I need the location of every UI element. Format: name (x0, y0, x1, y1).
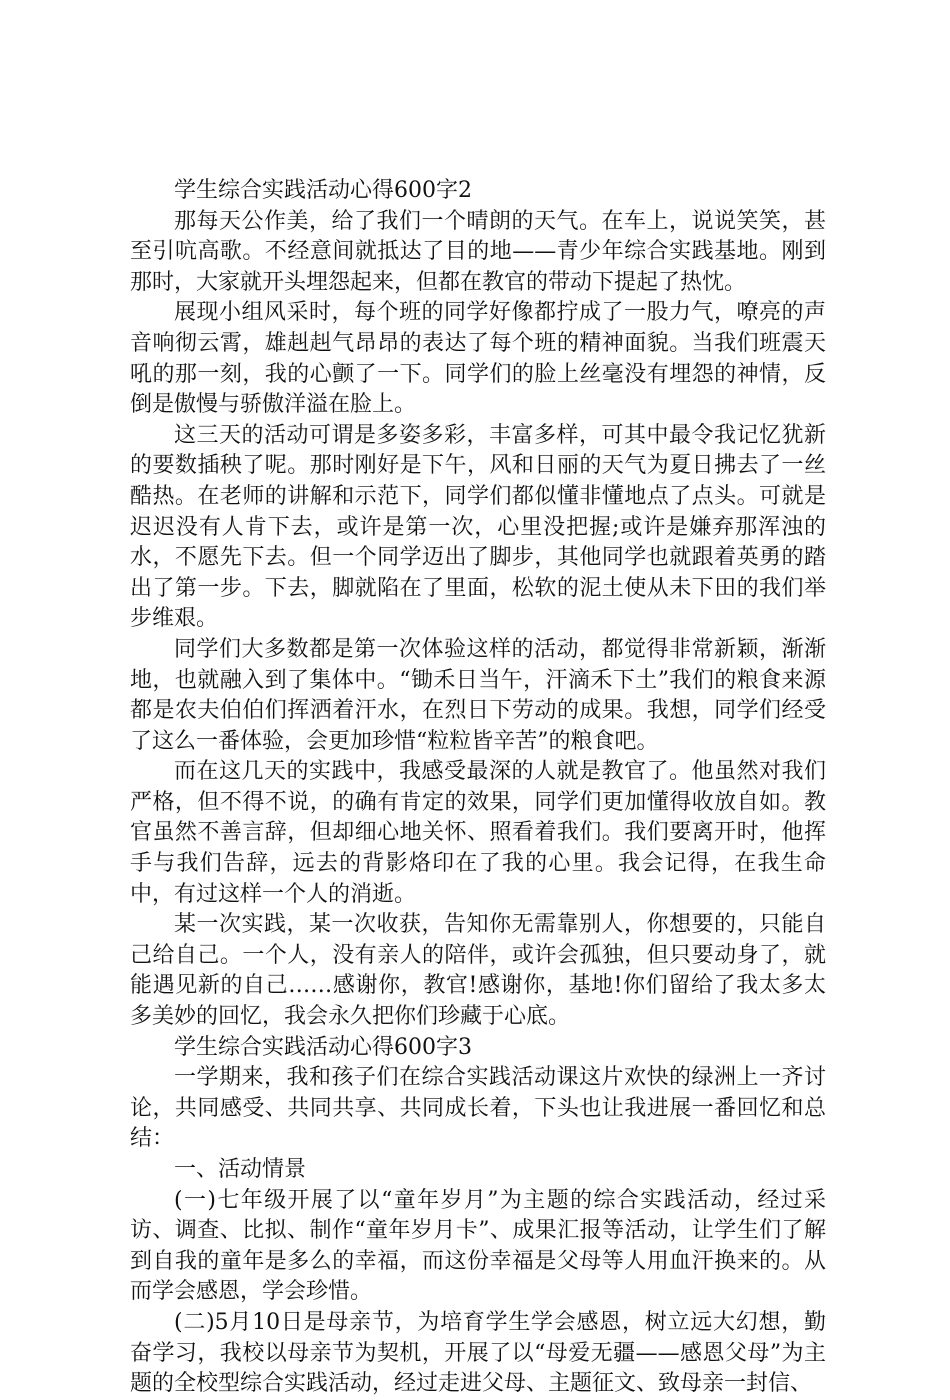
paragraph: 展现小组风采时，每个班的同学好像都拧成了一股力气，嘹亮的声音响彻云霄，雄赳赳气昂昂的表达了每个班的精神面貌。当我们班震天吼的那一刻，我的心颤了一下。同学们的脸上丝毫没有埋怨的神情，反倒是傲慢与骄傲洋溢在脸上。 (130, 300, 826, 418)
paragraph: 那每天公作美，给了我们一个晴朗的天气。在车上，说说笑笑，甚至引吭高歌。不经意间就抵达了目的地——青少年综合实践基地。刚到那时，大家就开头埋怨起来，但都在教官的带动下提起了热忱。 (130, 208, 826, 295)
paragraph: 而在这几天的实践中，我感受最深的人就是教官了。他虽然对我们严格，但不得不说，的确有肯定的效果，同学们更加懂得收放自如。教官虽然不善言辞，但却细心地关怀、照看着我们。我们要离开时，他挥手与我们告辞，远去的背影烙印在了我的心里。我会记得，在我生命中，有过这样一个人的消逝。 (130, 759, 826, 907)
section-heading-3: 学生综合实践活动心得600字3 (174, 1034, 472, 1060)
paragraph: 某一次实践，某一次收获，告知你无需靠别人，你想要的，只能自己给自己。一个人，没有亲人的陪伴，或许会孤独，但只要动身了，就能遇见新的自己……感谢你，教官!感谢你，基地!你们留给了我太多太多美妙的回忆，我会永久把你们珍藏于心底。 (130, 912, 826, 1030)
paragraph: (一)七年级开展了以“童年岁月”为主题的综合实践活动，经过采访、调查、比拟、制作“童年岁月卡”、成果汇报等活动，让学生们了解到自我的童年是多么的幸福，而这份幸福是父母等人用血汗换来的。从而学会感恩，学会珍惜。 (130, 1187, 826, 1305)
paragraph: 同学们大多数都是第一次体验这样的活动，都觉得非常新颖，渐渐地，也就融入到了集体中。“锄禾日当午，汗滴禾下土”我们的粮食来源都是农夫伯伯们挥洒着汗水，在烈日下劳动的成果。我想，同学们经受了这么一番体验，会更加珍惜“粒粒皆辛苦”的粮食吧。 (130, 636, 826, 754)
subheading-activity: 一、活动情景 (174, 1157, 307, 1182)
paragraph: 一学期来，我和孩子们在综合实践活动课这片欢快的绿洲上一齐讨论，共同感受、共同共享、共同成长着，下头也让我进展一番回忆和总结： (130, 1065, 826, 1152)
document-body (130, 176, 826, 1400)
paragraph: (二)5月10日是母亲节，为培育学生学会感恩，树立远大幻想，勤奋学习，我校以母亲节为契机，开展了以“母爱无疆——感恩父母”为主题的全校型综合实践活动，经过走进父母、主题征文、致母亲一封信、 (130, 1309, 826, 1397)
paragraph: 这三天的活动可谓是多姿多彩，丰富多样，可其中最令我记忆犹新的要数插秧了呢。那时刚好是下午，风和日丽的天气为夏日拂去了一丝酷热。在老师的讲解和示范下，同学们都似懂非懂地点了点头。可就是迟迟没有人肯下去，或许是第一次，心里没把握;或许是嫌弃那浑浊的水，不愿先下去。但一个同学迈出了脚步，其他同学也就跟着英勇的踏出了第一步。下去，脚就陷在了里面，松软的泥土使从未下田的我们举步维艰。 (130, 422, 826, 632)
section-heading-2: 学生综合实践活动心得600字2 (174, 178, 472, 203)
